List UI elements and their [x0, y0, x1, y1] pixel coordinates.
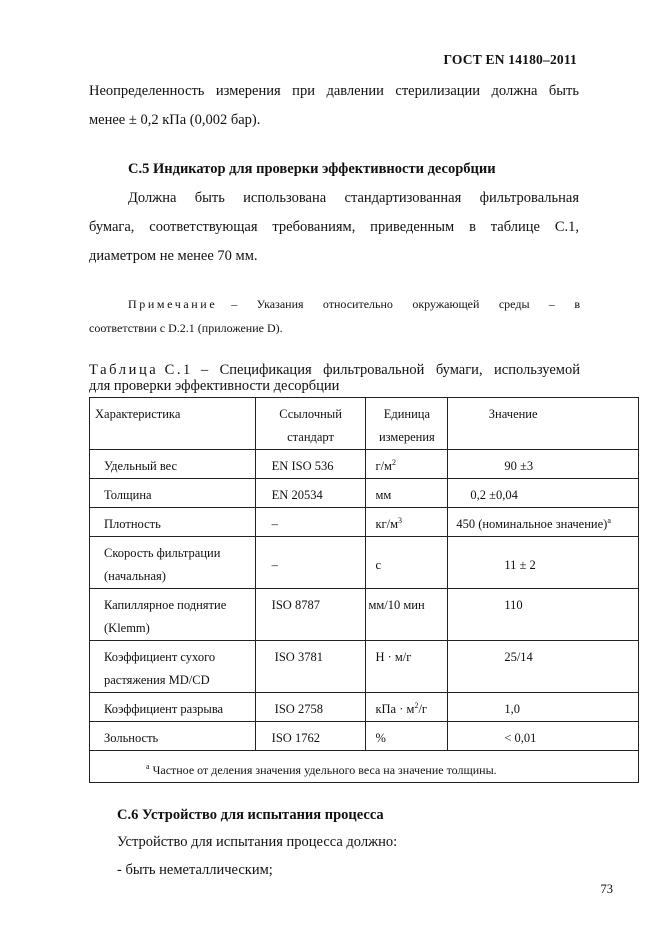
section-heading-c5: С.5 Индикатор для проверки эффективности десорбции: [128, 161, 496, 177]
header-cell: Ссылочный стандарт: [255, 398, 366, 450]
table-row: Коэффициент сухого растяжения MD/CD ISO 3781 Н · м/г 25/14: [90, 641, 639, 693]
table-row: Скорость фильтрации (начальная) – с 11 ± 2: [90, 537, 639, 589]
table-footnote: $^а$ Частное от деления значения удельного веса на значение толщины.: [146, 762, 497, 777]
paragraph-line: Должна быть использована стандартизованная фильтровальная: [128, 190, 579, 206]
paragraph-line: Неопределенность измерения при давлении стерилизации должна быть: [89, 83, 579, 99]
table-row: Зольность ISO 1762 % < 0,01: [90, 722, 639, 751]
specification-table: [89, 397, 639, 783]
table-caption-line-2: для проверки эффективности десорбции: [89, 378, 340, 394]
table-row: Капиллярное поднятие (Klemm) ISO 8787 мм/10 мин 110: [90, 589, 639, 641]
note-line: [128, 291, 580, 317]
table-caption: [89, 362, 580, 378]
paragraph-line: Устройство для испытания процесса должно:: [117, 834, 398, 850]
table-caption-label: Таблица С.1: [89, 362, 193, 378]
paragraph-line: бумага, соответствующая требованиям, приведенным в таблице С.1,: [89, 219, 579, 235]
table-caption-text: – Спецификация фильтровальной бумаги, используемой: [200, 362, 580, 378]
table-row: Плотность – $кг/м^3$ 450 (номинальное значение)$^а$: [90, 508, 639, 537]
list-item: - быть неметаллическим;: [117, 862, 273, 878]
table-row: Толщина EN 20534 мм 0,2 ±0,04: [90, 479, 639, 508]
note-label: Примечание: [128, 297, 218, 311]
table-row: Удельный вес EN ISO 536 $г/м^2$ 90 ±3: [90, 450, 639, 479]
header-cell: Единица измерения: [366, 398, 448, 450]
note-text: – Указания относительно окружающей среды – в: [231, 297, 580, 311]
table-footnote-row: [90, 751, 639, 783]
page-number: 73: [600, 882, 613, 896]
table-row: Коэффициент разрыва ISO 2758 кПа · $м^2/г$ 1,0: [90, 693, 639, 722]
note-line-2: соответствии с D.2.1 (приложение D).: [89, 321, 283, 335]
paragraph-line: диаметром не менее 70 мм.: [89, 248, 258, 264]
paragraph-line: менее ± 0,2 кПа (0,002 бар).: [89, 112, 261, 128]
header-cell: Характеристика: [90, 398, 256, 450]
table-header-row: [90, 398, 639, 450]
header-cell: Значение: [448, 398, 639, 450]
document-header: ГОСТ EN 14180–2011: [443, 52, 577, 67]
section-heading-c6: С.6 Устройство для испытания процесса: [117, 807, 384, 823]
